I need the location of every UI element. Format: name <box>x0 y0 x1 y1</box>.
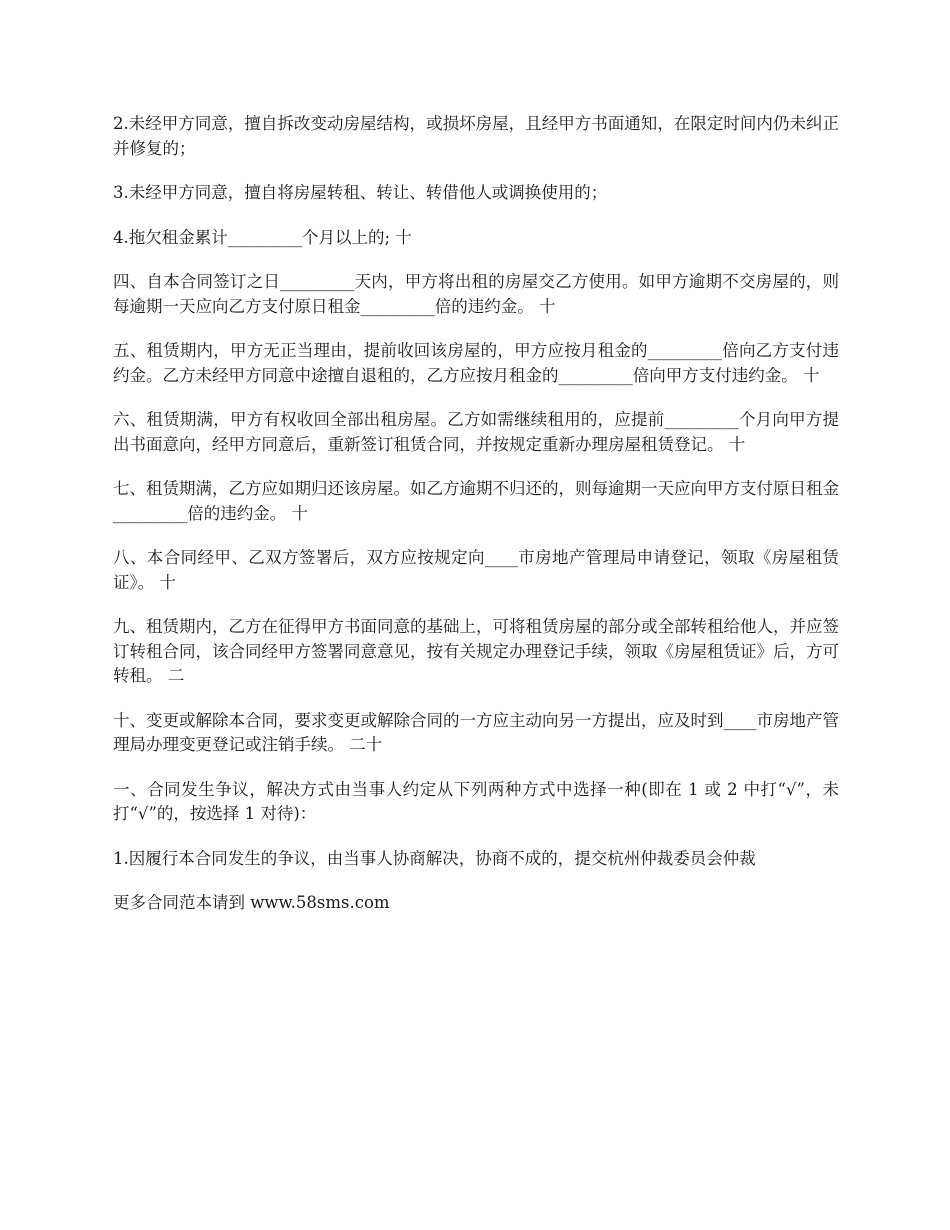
paragraph-section-8: 八、本合同经甲、乙双方签署后，双方应按规定向____市房地产管理局申请登记，领取《房屋租赁证》。 十 <box>113 548 839 592</box>
paragraph-section-5: 五、租赁期内，甲方无正当理由，提前收回该房屋的，甲方应按月租金的_________倍向乙方支付违约金。乙方未经甲方同意中途擅自退租的，乙方应按月租金的_________倍向甲方支付违约金。 十 <box>113 341 839 385</box>
document-page <box>113 112 839 916</box>
paragraph-section-dispute: 一、合同发生争议，解决方式由当事人约定从下列两种方式中选择一种(即在 1 或 2 中打“√”，未打“√”的，按选择 1 对待)： <box>113 779 839 823</box>
paragraph-section-9: 九、租赁期内，乙方在征得甲方书面同意的基础上，可将租赁房屋的部分或全部转租给他人，并应签订转租合同，该合同经甲方签署同意意见，按有关规定办理登记手续，领取《房屋租赁证》后，方可转租。 二 <box>113 617 839 685</box>
paragraph-clause-2: 2.未经甲方同意，擅自拆改变动房屋结构，或损坏房屋，且经甲方书面通知，在限定时间内仍未纠正并修复的； <box>113 114 839 158</box>
paragraph-clause-4: 4.拖欠租金累计_________个月以上的; 十 <box>113 227 412 247</box>
footer-more-templates: 更多合同范本请到 www.58sms.com <box>113 893 390 912</box>
paragraph-section-7: 七、租赁期满，乙方应如期归还该房屋。如乙方逾期不归还的，则每逾期一天应向甲方支付原日租金_________倍的违约金。 十 <box>113 479 839 523</box>
paragraph-clause-3: 3.未经甲方同意，擅自将房屋转租、转让、转借他人或调换使用的； <box>113 183 608 202</box>
paragraph-section-4: 四、自本合同签订之日_________天内，甲方将出租的房屋交乙方使用。如甲方逾期不交房屋的，则每逾期一天应向乙方支付原日租金_________倍的违约金。 十 <box>113 272 839 316</box>
paragraph-dispute-option-1: 1.因履行本合同发生的争议，由当事人协商解决，协商不成的，提交杭州仲裁委员会仲裁 <box>113 848 756 868</box>
paragraph-section-6: 六、租赁期满，甲方有权收回全部出租房屋。乙方如需继续租用的，应提前_________个月向甲方提出书面意向，经甲方同意后，重新签订租赁合同，并按规定重新办理房屋租赁登记。 十 <box>113 410 839 454</box>
paragraph-section-10: 十、变更或解除本合同，要求变更或解除合同的一方应主动向另一方提出，应及时到____市房地产管理局办理变更登记或注销手续。 二十 <box>113 710 839 754</box>
